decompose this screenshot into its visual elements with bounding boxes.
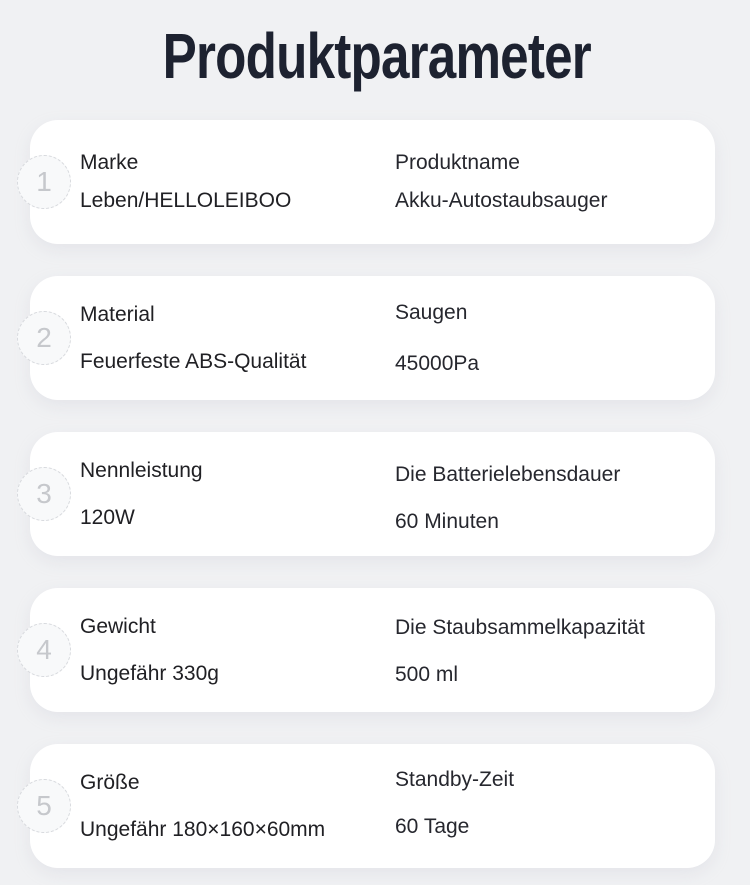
spec-label: Nennleistung (80, 458, 203, 482)
spec-value: 60 Minuten (395, 510, 499, 533)
spec-card-power (30, 432, 715, 556)
spec-value: 60 Tage (395, 815, 470, 838)
spec-cell-suction (395, 276, 699, 400)
row-number-badge (17, 779, 71, 833)
spec-value: 500 ml (395, 663, 459, 686)
row-number-badge (17, 155, 71, 209)
spec-value: 120W (80, 505, 135, 529)
spec-cell-size (80, 744, 395, 868)
spec-label: Standby-Zeit (395, 768, 515, 791)
spec-card-list (0, 120, 750, 868)
spec-value: Feuerfeste ABS-Qualität (80, 349, 307, 373)
spec-value: Leben/HELLOLEIBOO (80, 189, 292, 212)
row-number: 3 (36, 478, 52, 509)
spec-label: Die Staubsammelkapazität (395, 616, 645, 639)
spec-value: Akku-Autostaubsauger (395, 189, 608, 212)
row-number: 1 (36, 166, 52, 197)
spec-label: Größe (80, 770, 140, 794)
spec-card-material (30, 276, 715, 400)
spec-label: Saugen (395, 300, 468, 324)
row-number: 2 (36, 322, 52, 353)
spec-card-size (30, 744, 715, 868)
spec-label: Die Batterielebensdauer (395, 463, 621, 486)
row-number-badge (17, 623, 71, 677)
spec-card-weight (30, 588, 715, 712)
spec-cell-battery-life (395, 432, 699, 556)
spec-cell-weight (80, 588, 395, 712)
title-section (0, 0, 750, 120)
spec-cell-brand (80, 120, 395, 244)
row-number-badge (17, 311, 71, 365)
row-number: 5 (36, 790, 52, 821)
spec-label: Material (80, 302, 155, 326)
spec-value: Ungefähr 330g (80, 661, 219, 685)
page-title: Produktparameter (163, 20, 592, 92)
spec-value: Ungefähr 180×160×60mm (80, 817, 326, 841)
spec-value: 45000Pa (395, 351, 480, 375)
spec-cell-standby-time (395, 739, 699, 868)
spec-label: Produktname (395, 151, 520, 174)
spec-cell-rated-power (80, 432, 395, 556)
spec-label: Gewicht (80, 614, 156, 638)
spec-cell-material (80, 276, 395, 400)
spec-cell-product-name (395, 120, 699, 244)
spec-label: Marke (80, 151, 139, 174)
row-number-badge (17, 467, 71, 521)
spec-cell-dust-capacity (395, 588, 699, 712)
row-number: 4 (36, 634, 52, 665)
spec-card-brand (30, 120, 715, 244)
